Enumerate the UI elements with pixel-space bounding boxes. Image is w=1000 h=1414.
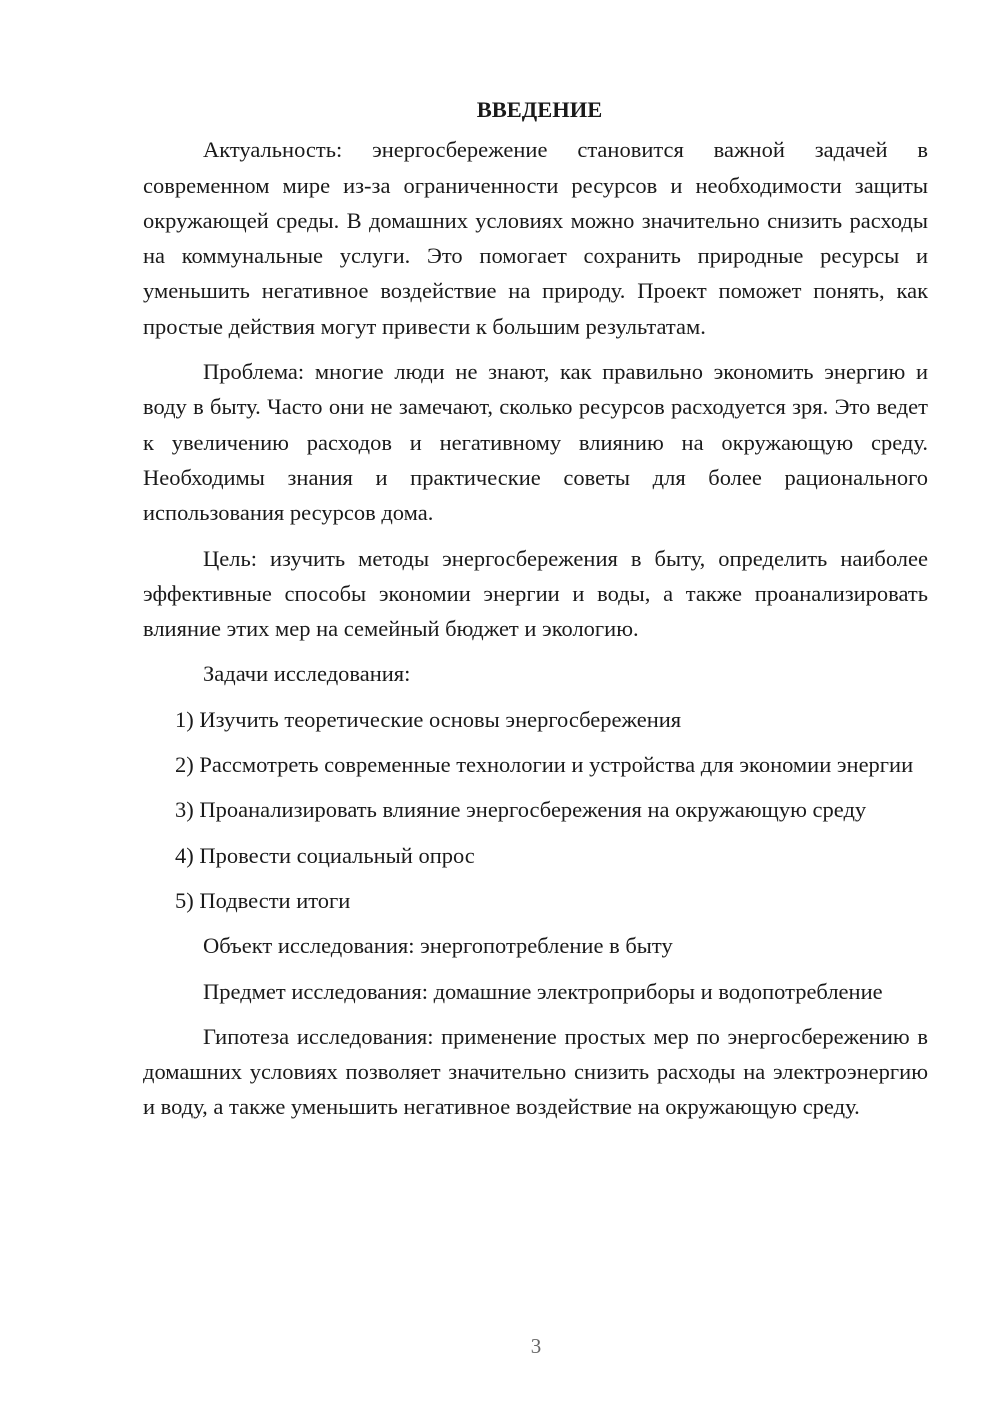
- research-hypothesis: Гипотеза исследования: применение простых мер по энергосбережению в домашних условиях позволяет значительно снизить расходы на электроэнергию и воду, а также уменьшить негативное воздействие на окружающую среду.: [143, 1023, 928, 1120]
- task-item-4: 4) Провести социальный опрос: [175, 842, 475, 868]
- task-item-2: 2) Рассмотреть современные технологии и устройства для экономии энергии: [175, 752, 914, 778]
- task-item-3: 3) Проанализировать влияние энергосбережения на окружающую среду: [175, 797, 867, 823]
- tasks-heading: Задачи исследования:: [203, 661, 411, 687]
- page-number: 3: [530, 1334, 542, 1358]
- paragraph-problem: Проблема: многие люди не знают, как правильно экономить энергию и воду в быту. Часто они не замечают, сколько ресурсов расходуется зря. Это ведет к увеличению расходов и негативному влиянию на окружающую среду. Необходимы знания и практические советы для более рационального использования ресурсов дома.: [143, 359, 928, 526]
- research-object: Объект исследования: энергопотребление в быту: [203, 933, 673, 959]
- section-title: ВВЕДЕНИЕ: [476, 97, 603, 122]
- task-item-5: 5) Подвести итоги: [175, 887, 351, 913]
- research-subject: Предмет исследования: домашние электроприборы и водопотребление: [203, 978, 883, 1004]
- paragraph-goal: Цель: изучить методы энергосбережения в быту, определить наиболее эффективные способы экономии энергии и воды, а также проанализировать влияние этих мер на семейный бюджет и экологию.: [143, 545, 928, 642]
- paragraph-relevance: Актуальность: энергосбережение становится важной задачей в современном мире из-за ограниченности ресурсов и необходимости защиты окружающей среды. В домашних условиях можно значительно снизить расходы на коммунальные услуги. Это помогает сохранить природные ресурсы и уменьшить негативное воздействие на природу. Проект поможет понять, как простые действия могут привести к большим результатам.: [143, 137, 928, 339]
- task-item-1: 1) Изучить теоретические основы энергосбережения: [175, 706, 682, 732]
- page-content: [143, 92, 928, 1135]
